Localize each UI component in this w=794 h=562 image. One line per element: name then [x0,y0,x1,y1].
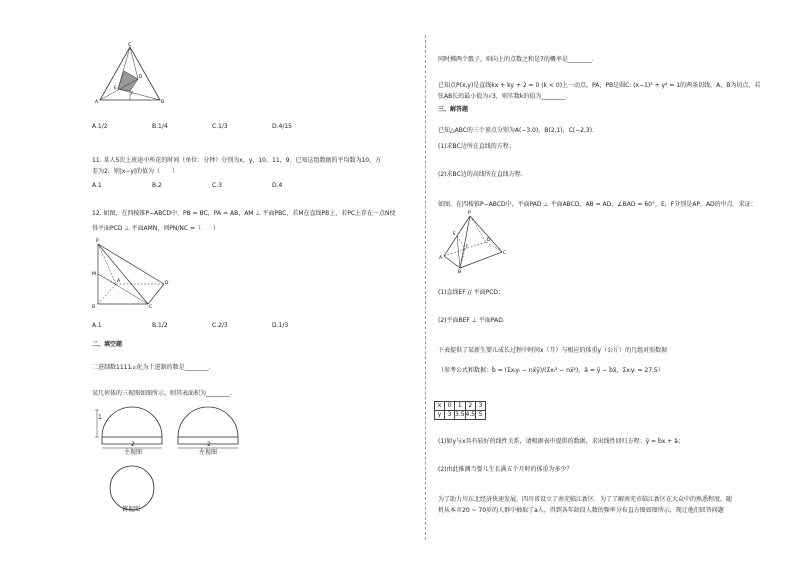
table-cell: x [435,402,445,411]
q20-line1: 为了助力川东北经济快速发展，四川省设立了南充临江新区．为了了解南充市临江新区在大众中的熟悉程度，随 [438,496,733,503]
q19-reference: （参考公式和数据：b̂ = (Σxᵢyᵢ − nx̄ȳ)/(Σxᵢ² − nx̄²)，â = ȳ − b̂x̄，Σxᵢyᵢ = 27.5） [438,367,664,374]
svg-text:D: D [487,238,491,243]
svg-text:P: P [96,239,99,244]
q19-intro: 下表提供了某新生婴儿成长过程中时间x（月）与相应的体重y（公斤）的几组对照数据 [438,347,668,354]
table-cell: 0 [445,402,455,411]
q18-intro: 如图，在四棱锥P−ABCD中，平面PAD ⊥ 平面ABCD，AB = AD，∠BAD = 60°，E，F分别是AP，AD的中点．求证： [438,201,757,208]
table-cell: 4.5 [465,411,476,418]
q19-part1: (1)如y与x具有较好的线性关系，请根据表中提供的数据，求出线性回归方程：ŷ = b̂x + â； [438,438,684,445]
svg-text:C: C [128,43,132,48]
fill-question-dice: 同时掷两个骰子，则向上的点数之和是7的概率是________. [438,56,594,63]
q11-option-d: D.4 [272,182,283,189]
table-row [435,402,486,411]
svg-text:B: B [458,270,462,275]
q12-option-b: B.1/2 [152,322,168,329]
table-cell: 3.5 [455,411,465,418]
fill-question-binary: 二进制数1111₍₂₎化为十进制的数是________. [92,364,211,371]
svg-text:A: A [117,279,121,284]
table-cell: 2 [465,402,476,411]
q17-part1: (1)求BC边所在直线的方程； [438,143,515,150]
q20-line2: 机从本市20 ~ 70岁的人群中抽取了a人，得到各年龄段人数的频率分布直方图如图所示，现让他们回答问题 [438,507,724,514]
three-view-figure [92,405,252,515]
q10-option-a: A.1/2 [92,123,108,130]
q12-option-c: C.2/3 [212,322,228,329]
q19-part2: (2)由此推测当婴儿生长满五个月时的体重为多少？ [438,466,573,473]
q10-option-c: C.1/3 [212,123,228,130]
pyramid-figure-q12 [92,240,172,310]
dim-width-front: 2 [131,441,135,448]
top-view-label: 俯视图 [122,506,141,513]
svg-text:E: E [114,85,117,90]
section-fill-in-heading: 二、填空题 [92,341,123,348]
q17-intro: 已知△ABC的三个顶点分别为A(−3,0)，B(2,1)，C(−2,3). [438,127,594,134]
q10-option-b: B.1/4 [152,123,168,130]
fill-question-tangent-line2: 弦AB长的最小值为√3，则实数k的值为________. [438,93,568,100]
table-cell: y [435,411,445,420]
pyramid-figure-q18 [440,212,520,274]
fill-question-tangent-line1: 已知点P(x,y)是直线kx + ky + 2 = 0 (k < 0)上一动点，PA，PB是圆C: (x−1)² + y² = 1的两条切线，A，B为切点，若 [438,82,761,89]
svg-text:D: D [139,74,143,79]
column-divider [425,35,426,540]
svg-text:C: C [503,251,507,256]
q18-part2: (2)平面BEF ⊥ 平面PAD. [438,317,505,324]
table-cell: 3 [445,411,455,420]
q11-option-c: C.3 [212,182,222,189]
side-view-label: 左视图 [199,449,218,456]
triangle-figure [95,43,168,105]
dim-height-1: 1 [98,414,102,421]
table-cell: 3 [476,402,486,411]
svg-text:A: A [439,256,443,261]
table-row [435,411,486,420]
svg-text:D: D [165,281,169,286]
table-cell: 1 [455,402,466,411]
svg-text:A: A [95,100,99,105]
q11-option-a: A.1 [92,182,102,189]
q11-line1: 11. 某人5次上班途中所花的时间（单位：分钟）分别为x，y，10，11，9．已知这组数据的平均数为10，方 [92,157,382,164]
svg-text:F: F [131,91,134,96]
fill-question-three-views: 某几何体的三视图如图所示，则其表面积为________. [92,390,232,397]
q11-option-b: B.2 [152,182,162,189]
q12-line2: 得平面PCD ⊥ 平面AMN，则PN/NC =（ ） [92,225,219,232]
q18-part1: (1)直线EF // 平面PCD； [438,289,505,296]
q12-option-a: A.1 [92,322,102,329]
q10-option-d: D.4/15 [272,123,293,130]
q11-line2: 差为2，则|x−y|的值为（ ） [92,168,178,175]
svg-text:M: M [92,272,96,277]
q17-part2: (2)求BC边的高线所在直线方程. [438,171,523,178]
q12-option-d: D.1/3 [272,322,289,329]
svg-text:B: B [92,305,96,310]
svg-text:B: B [161,100,165,105]
section-solution-heading: 三、解答题 [438,106,469,113]
data-table [434,401,486,420]
svg-text:F: F [466,244,469,249]
table-cell: 5 [476,411,486,420]
dim-width-side: 2 [207,441,211,448]
svg-text:P: P [468,211,471,216]
q12-line1: 12. 如图，在四棱锥P−ABCD中，PB = BC，PA = AB，AM ⊥ 平面PBC，若M在直线PB上，若PC上存在一点N使 [92,210,396,217]
front-view-label: 主视图 [124,449,143,456]
svg-text:C: C [149,305,153,310]
svg-text:E: E [453,231,456,236]
